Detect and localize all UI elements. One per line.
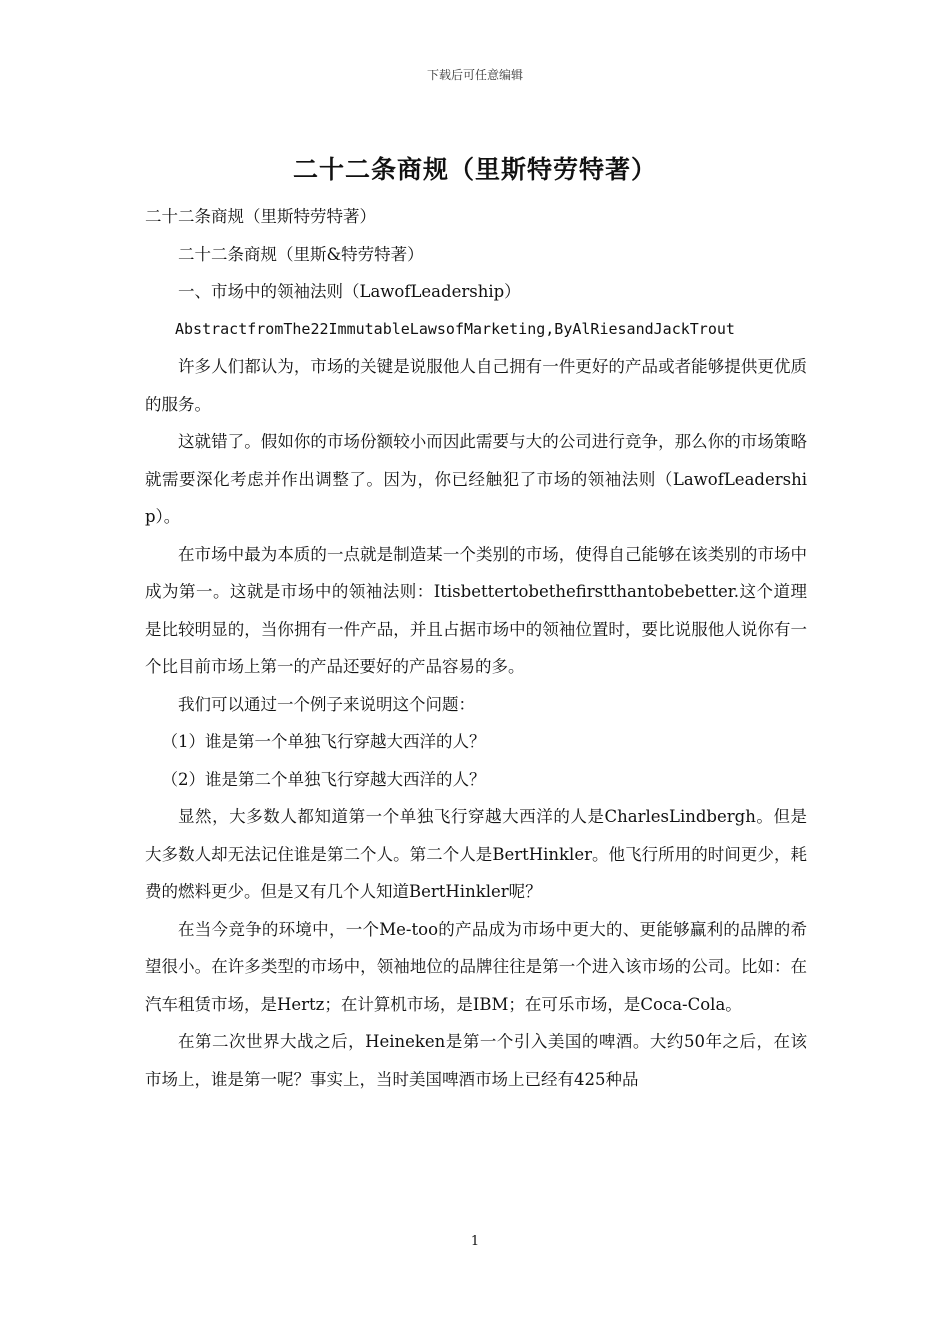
abstract-source-line: AbstractfromThe22ImmutableLawsofMarketing,ByAlRiesandJackTrout	[175, 319, 735, 338]
section-heading: 一、市场中的领袖法则（LawofLeadership）	[178, 282, 521, 301]
paragraph-4: 我们可以通过一个例子来说明这个问题：	[178, 694, 475, 714]
paragraph-3: 在市场中最为本质的一点就是制造某一个类别的市场，使得自己能够在该类别的市场中成为第一。这就是市场中的领袖法则：Itisbettertobethefirstthantobebetter.这个道理是比较明显的，当你拥有一件产品，并且占据市场中的领袖位置时，要比说服他人说你有一个比目前市场上第一的产品还要好的产品容易的多。	[145, 544, 807, 676]
question-2: （2）谁是第二个单独飞行穿越大西洋的人？	[161, 769, 486, 789]
paragraph-1: 许多人们都认为，市场的关键是说服他人自己拥有一件更好的产品或者能够提供更优质的服务。	[145, 357, 807, 414]
page-number: 1	[470, 1234, 480, 1249]
document-body	[145, 198, 807, 1098]
page-header: 下载后可任意编辑	[426, 68, 523, 82]
paragraph-7: 在第二次世界大战之后，Heineken是第一个引入美国的啤酒。大约50年之后，在该市场上，谁是第一呢？事实上，当时美国啤酒市场上已经有425种品	[145, 1032, 807, 1089]
question-1: （1）谁是第一个单独飞行穿越大西洋的人？	[161, 732, 486, 751]
paragraph-5: 显然，大多数人都知道第一个单独飞行穿越大西洋的人是CharlesLindbergh。但是大多数人却无法记住谁是第二个人。第二个人是BertHinkler。他飞行所用的时间更少，耗费的燃料更少。但是又有几个人知道BertHinkler呢？	[145, 807, 807, 901]
document-title: 二十二条商规（里斯特劳特著）	[292, 155, 657, 184]
paragraph-6: 在当今竞争的环境中，一个Me-too的产品成为市场中更大的、更能够赢利的品牌的希望很小。在许多类型的市场中，领袖地位的品牌往往是第一个进入该市场的公司。比如：在汽车租赁市场，是Hertz；在计算机市场，是IBM；在可乐市场，是Coca-Cola。	[145, 919, 807, 1014]
subtitle-line-alt: 二十二条商规（里斯&特劳特著）	[178, 244, 424, 264]
paragraph-2: 这就错了。假如你的市场份额较小而因此需要与大的公司进行竞争，那么你的市场策略就需要深化考虑并作出调整了。因为，你已经触犯了市场的领袖法则（LawofLeadership）。	[145, 432, 807, 526]
subtitle-line: 二十二条商规（里斯特劳特著）	[145, 207, 376, 226]
